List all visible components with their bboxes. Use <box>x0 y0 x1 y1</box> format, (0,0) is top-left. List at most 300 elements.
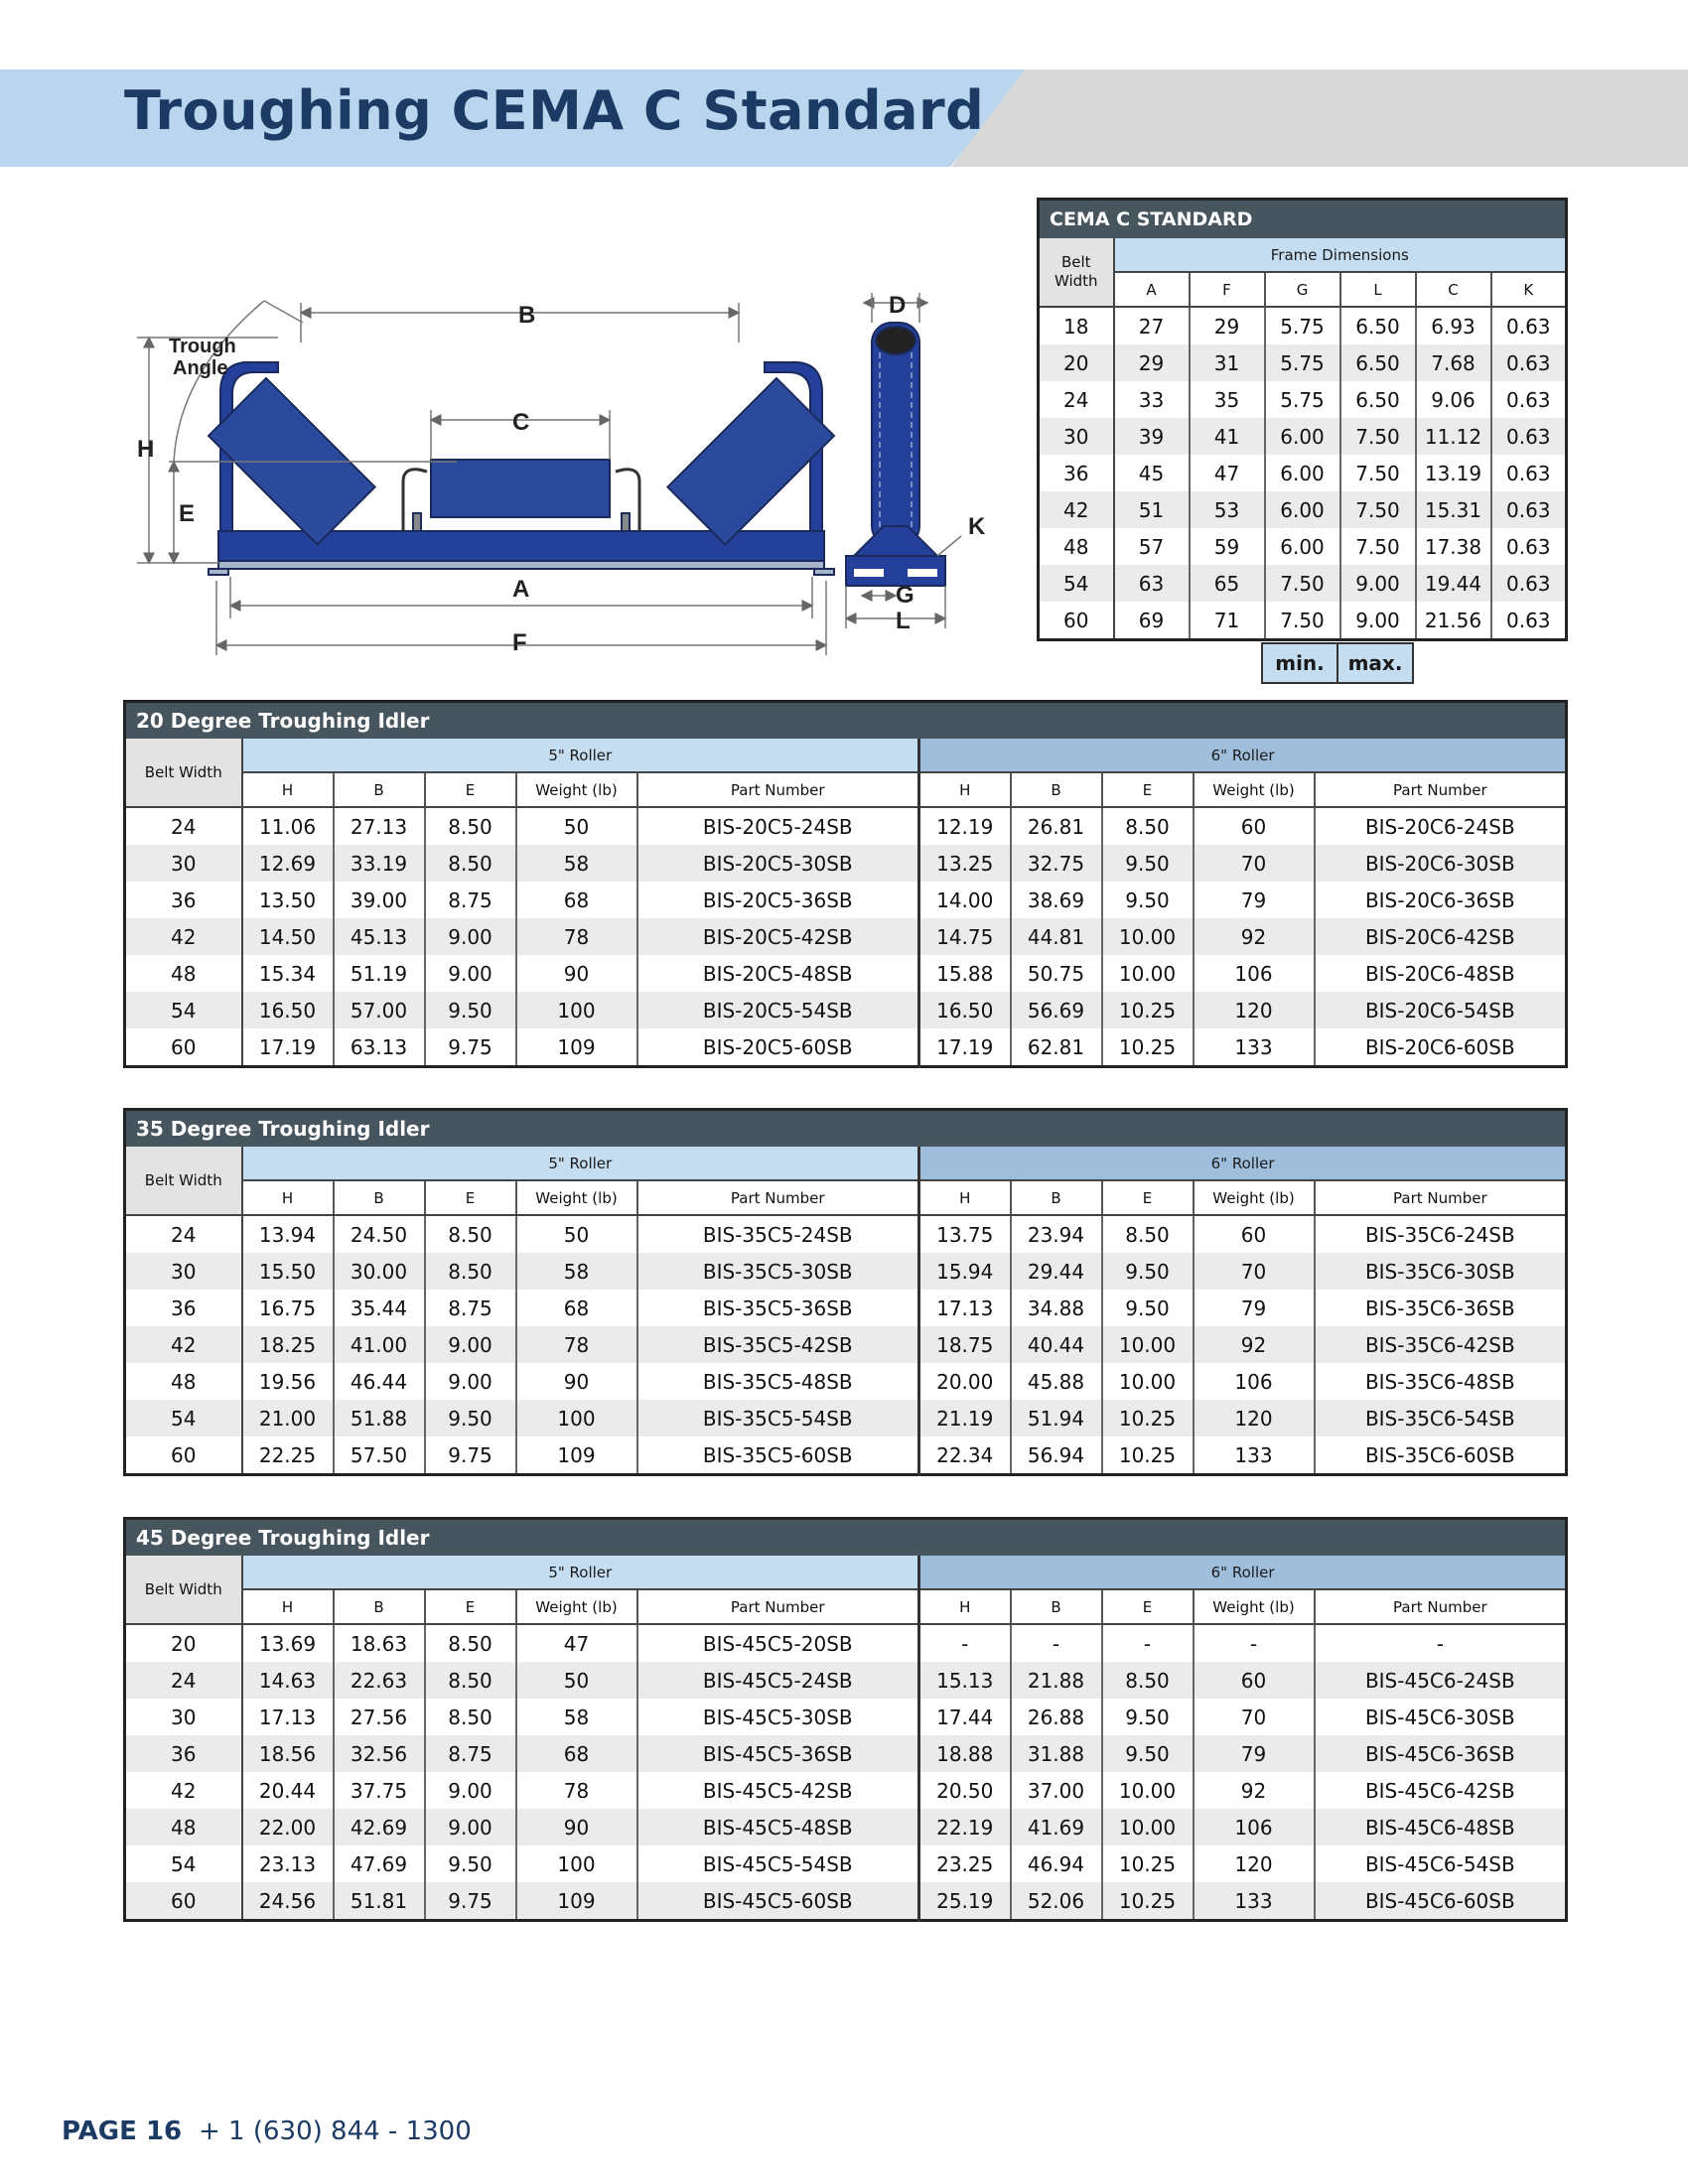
table-cell: 17.13 <box>919 1290 1011 1326</box>
table-cell: BIS-35C5-60SB <box>637 1436 919 1475</box>
table-cell: 24 <box>125 1662 242 1699</box>
table-row <box>1039 307 1567 344</box>
table-cell: 22.34 <box>919 1436 1011 1475</box>
table-cell: BIS-35C5-24SB <box>637 1215 919 1253</box>
table-cell: 54 <box>1039 565 1114 602</box>
table-cell: BIS-35C6-60SB <box>1315 1436 1567 1475</box>
cema-col-k: K <box>1491 272 1567 307</box>
column-header: Weight (lb) <box>1194 1589 1315 1624</box>
table-row <box>125 882 1567 918</box>
table-cell: 50 <box>516 1215 637 1253</box>
table-cell: BIS-35C6-24SB <box>1315 1215 1567 1253</box>
table-cell: BIS-20C6-30SB <box>1315 845 1567 882</box>
table-cell: 57 <box>1114 528 1190 565</box>
table-row <box>125 1772 1567 1809</box>
table-cell: 9.75 <box>425 1028 516 1067</box>
table-cell: 26.88 <box>1011 1699 1102 1735</box>
table-cell: 23.94 <box>1011 1215 1102 1253</box>
column-header: Weight (lb) <box>516 772 637 807</box>
table-cell: BIS-20C6-24SB <box>1315 807 1567 845</box>
table-cell: 21.56 <box>1416 602 1491 640</box>
table-cell: 23.13 <box>242 1845 334 1882</box>
table-cell: 106 <box>1194 955 1315 992</box>
column-header: E <box>1102 772 1194 807</box>
table-cell: 5.75 <box>1265 307 1340 344</box>
table-cell: 70 <box>1194 845 1315 882</box>
table-cell: 10.25 <box>1102 1882 1194 1921</box>
table-cell: 36 <box>125 882 242 918</box>
table-cell: 68 <box>516 882 637 918</box>
table-cell: 109 <box>516 1028 637 1067</box>
table-title: 20 Degree Troughing Idler <box>125 702 1567 740</box>
column-header: H <box>919 1180 1011 1215</box>
table-cell: 24.56 <box>242 1882 334 1921</box>
table-cell: BIS-35C5-48SB <box>637 1363 919 1400</box>
table-cell: BIS-35C5-36SB <box>637 1290 919 1326</box>
table-cell: 51.94 <box>1011 1400 1102 1436</box>
table-cell: 62.81 <box>1011 1028 1102 1067</box>
table-cell: 14.00 <box>919 882 1011 918</box>
table-cell: 56.69 <box>1011 992 1102 1028</box>
table-cell: 65 <box>1190 565 1265 602</box>
column-header: Part Number <box>637 1180 919 1215</box>
table-cell: BIS-20C5-42SB <box>637 918 919 955</box>
table-cell: 9.50 <box>1102 845 1194 882</box>
table-cell: 11.12 <box>1416 418 1491 455</box>
table-cell: 109 <box>516 1882 637 1921</box>
table-cell: 6.50 <box>1340 344 1416 381</box>
table-cell: 42 <box>125 1772 242 1809</box>
table-cell: BIS-45C6-36SB <box>1315 1735 1567 1772</box>
table-row <box>125 1735 1567 1772</box>
table-cell: 53 <box>1190 491 1265 528</box>
table-cell: 9.00 <box>425 955 516 992</box>
table-row <box>1039 491 1567 528</box>
column-header: H <box>242 1180 334 1215</box>
table-cell: 19.56 <box>242 1363 334 1400</box>
table-cell: 9.50 <box>1102 1290 1194 1326</box>
table-cell: 120 <box>1194 1845 1315 1882</box>
cema-col-g: G <box>1265 272 1340 307</box>
table-cell: 20.50 <box>919 1772 1011 1809</box>
table-cell: 37.75 <box>334 1772 425 1809</box>
table-cell: 92 <box>1194 1326 1315 1363</box>
column-header: E <box>425 1589 516 1624</box>
table-row <box>125 1215 1567 1253</box>
table-cell: 7.50 <box>1340 528 1416 565</box>
table-cell: 9.00 <box>425 1809 516 1845</box>
table-cell: BIS-20C5-24SB <box>637 807 919 845</box>
table-cell: 58 <box>516 1699 637 1735</box>
table-cell: 48 <box>1039 528 1114 565</box>
table-cell: BIS-45C6-54SB <box>1315 1845 1567 1882</box>
table-cell: 45.13 <box>334 918 425 955</box>
table-cell: 79 <box>1194 882 1315 918</box>
table-cell: 10.00 <box>1102 1363 1194 1400</box>
table-cell: BIS-45C5-48SB <box>637 1809 919 1845</box>
cema-frame-dimensions-header: Frame Dimensions <box>1114 238 1567 272</box>
roller-5in-header: 5" Roller <box>242 1556 919 1589</box>
table-cell: 39 <box>1114 418 1190 455</box>
table-cell: 17.19 <box>919 1028 1011 1067</box>
table-cell: 133 <box>1194 1436 1315 1475</box>
table-row <box>125 1699 1567 1735</box>
column-header: B <box>334 1589 425 1624</box>
table-cell: 100 <box>516 1400 637 1436</box>
trough-angle-label-2: Angle <box>173 357 228 379</box>
table-cell: - <box>1011 1624 1102 1662</box>
table-cell: 0.63 <box>1491 418 1567 455</box>
table-cell: 6.00 <box>1265 455 1340 491</box>
table-cell: 78 <box>516 918 637 955</box>
table-cell: 22.19 <box>919 1809 1011 1845</box>
column-header: H <box>919 772 1011 807</box>
table-cell: BIS-20C6-48SB <box>1315 955 1567 992</box>
column-header: E <box>425 1180 516 1215</box>
table-cell: 9.00 <box>425 1326 516 1363</box>
table-cell: 42 <box>125 918 242 955</box>
table-cell: 0.63 <box>1491 602 1567 640</box>
table-title: 45 Degree Troughing Idler <box>125 1519 1567 1557</box>
table-cell: 9.00 <box>425 1772 516 1809</box>
table-cell: 5.75 <box>1265 381 1340 418</box>
table-cell: 0.63 <box>1491 528 1567 565</box>
table-cell: 8.75 <box>425 1290 516 1326</box>
table-cell: 20 <box>125 1624 242 1662</box>
table-cell: 7.50 <box>1340 491 1416 528</box>
table-cell: 36 <box>125 1735 242 1772</box>
table-row <box>1039 344 1567 381</box>
table-cell: 70 <box>1194 1253 1315 1290</box>
table-cell: 24.50 <box>334 1215 425 1253</box>
table-cell: 33.19 <box>334 845 425 882</box>
table-cell: 16.50 <box>919 992 1011 1028</box>
table-cell: 41 <box>1190 418 1265 455</box>
roller-6in-header: 6" Roller <box>919 739 1567 772</box>
table-row <box>125 1624 1567 1662</box>
table-cell: 6.93 <box>1416 307 1491 344</box>
cema-col-a: A <box>1114 272 1190 307</box>
table-cell: 21.88 <box>1011 1662 1102 1699</box>
table-row <box>1039 528 1567 565</box>
table-cell: - <box>1315 1624 1567 1662</box>
table-row <box>125 1662 1567 1699</box>
table-cell: 60 <box>125 1436 242 1475</box>
table-cell: 45 <box>1114 455 1190 491</box>
table-cell: BIS-45C5-42SB <box>637 1772 919 1809</box>
table-cell: 8.75 <box>425 882 516 918</box>
footer-page-number: PAGE 16 <box>62 2116 183 2146</box>
table-cell: BIS-35C6-36SB <box>1315 1290 1567 1326</box>
table-cell: 8.75 <box>425 1735 516 1772</box>
table-cell: 9.75 <box>425 1882 516 1921</box>
column-header: B <box>1011 1180 1102 1215</box>
table-cell: 9.00 <box>425 918 516 955</box>
table-cell: 78 <box>516 1772 637 1809</box>
table-cell: 0.63 <box>1491 307 1567 344</box>
table-cell: 30 <box>125 1253 242 1290</box>
table-row <box>125 1400 1567 1436</box>
table-cell: 38.69 <box>1011 882 1102 918</box>
table-cell: 10.25 <box>1102 1400 1194 1436</box>
max-label: max. <box>1336 642 1414 684</box>
table-cell: 13.25 <box>919 845 1011 882</box>
table-cell: BIS-20C5-30SB <box>637 845 919 882</box>
column-header: E <box>425 772 516 807</box>
table-cell: 0.63 <box>1491 344 1567 381</box>
table-cell: 69 <box>1114 602 1190 640</box>
table-cell: 52.06 <box>1011 1882 1102 1921</box>
roller-5in-header: 5" Roller <box>242 1147 919 1180</box>
table-45-degree <box>123 1517 1568 1922</box>
table-cell: 6.00 <box>1265 491 1340 528</box>
table-cell: 33 <box>1114 381 1190 418</box>
table-cell: 36 <box>125 1290 242 1326</box>
cema-col-c: C <box>1416 272 1491 307</box>
table-cell: 9.75 <box>425 1436 516 1475</box>
table-cell: BIS-35C6-42SB <box>1315 1326 1567 1363</box>
column-header: Part Number <box>637 1589 919 1624</box>
min-label: min. <box>1261 642 1338 684</box>
dim-label-a: A <box>512 576 530 603</box>
table-cell: 50.75 <box>1011 955 1102 992</box>
table-cell: 23.25 <box>919 1845 1011 1882</box>
table-cell: 46.44 <box>334 1363 425 1400</box>
table-cell: 17.13 <box>242 1699 334 1735</box>
table-cell: 106 <box>1194 1363 1315 1400</box>
table-cell: BIS-20C5-36SB <box>637 882 919 918</box>
table-cell: BIS-35C5-42SB <box>637 1326 919 1363</box>
table-cell: BIS-45C5-30SB <box>637 1699 919 1735</box>
table-cell: 18.56 <box>242 1735 334 1772</box>
table-row <box>1039 418 1567 455</box>
table-cell: 34.88 <box>1011 1290 1102 1326</box>
column-header: H <box>242 772 334 807</box>
table-cell: 32.56 <box>334 1735 425 1772</box>
table-cell: 60 <box>1039 602 1114 640</box>
table-cell: 20.44 <box>242 1772 334 1809</box>
table-cell: 8.50 <box>1102 807 1194 845</box>
table-cell: BIS-35C6-54SB <box>1315 1400 1567 1436</box>
table-cell: 48 <box>125 1809 242 1845</box>
trough-angle-label-1: Trough <box>169 336 236 357</box>
table-cell: 10.00 <box>1102 1326 1194 1363</box>
table-cell: 7.50 <box>1265 565 1340 602</box>
table-cell: 54 <box>125 1845 242 1882</box>
table-cell: 9.50 <box>425 1845 516 1882</box>
table-cell: 36 <box>1039 455 1114 491</box>
table-cell: 90 <box>516 955 637 992</box>
table-cell: 54 <box>125 1400 242 1436</box>
table-cell: 16.50 <box>242 992 334 1028</box>
table-cell: 15.88 <box>919 955 1011 992</box>
table-cell: 15.31 <box>1416 491 1491 528</box>
table-cell: 10.25 <box>1102 1028 1194 1067</box>
column-header: Part Number <box>1315 772 1567 807</box>
table-cell: 40.44 <box>1011 1326 1102 1363</box>
table-cell: 8.50 <box>425 1253 516 1290</box>
table-cell: 25.19 <box>919 1882 1011 1921</box>
table-cell: 31 <box>1190 344 1265 381</box>
table-cell: 71 <box>1190 602 1265 640</box>
table-cell: 22.63 <box>334 1662 425 1699</box>
table-row <box>125 845 1567 882</box>
table-cell: 35.44 <box>334 1290 425 1326</box>
table-cell: 58 <box>516 845 637 882</box>
page-title: Troughing CEMA C Standard <box>124 79 985 142</box>
table-cell: 11.06 <box>242 807 334 845</box>
table-cell: 22.00 <box>242 1809 334 1845</box>
column-header: E <box>1102 1589 1194 1624</box>
table-cell: 29.44 <box>1011 1253 1102 1290</box>
table-cell: BIS-45C5-20SB <box>637 1624 919 1662</box>
dim-label-l: L <box>896 608 911 634</box>
belt-width-header: Belt Width <box>125 1147 242 1215</box>
table-cell: 106 <box>1194 1809 1315 1845</box>
table-cell: BIS-20C6-60SB <box>1315 1028 1567 1067</box>
table-cell: 92 <box>1194 918 1315 955</box>
table-cell: 17.44 <box>919 1699 1011 1735</box>
table-cell: 42 <box>125 1326 242 1363</box>
title-banner-accent <box>951 69 1688 167</box>
idler-diagram <box>129 283 1003 660</box>
cema-frame-dimensions-table <box>1037 198 1568 641</box>
table-cell: 10.25 <box>1102 1845 1194 1882</box>
table-cell: 17.38 <box>1416 528 1491 565</box>
cema-belt-width-header: Belt Width <box>1039 238 1114 307</box>
table-cell: 21.00 <box>242 1400 334 1436</box>
table-cell: 63 <box>1114 565 1190 602</box>
right-wing-roller <box>667 378 834 545</box>
table-row <box>125 1363 1567 1400</box>
table-cell: 16.75 <box>242 1290 334 1326</box>
table-cell: 26.81 <box>1011 807 1102 845</box>
table-cell: 48 <box>125 1363 242 1400</box>
table-cell: 6.50 <box>1340 307 1416 344</box>
column-header: H <box>242 1589 334 1624</box>
table-cell: 51.88 <box>334 1400 425 1436</box>
table-cell: 50 <box>516 807 637 845</box>
table-cell: 42 <box>1039 491 1114 528</box>
table-cell: 10.00 <box>1102 955 1194 992</box>
table-cell: BIS-45C5-24SB <box>637 1662 919 1699</box>
table-cell: 18.63 <box>334 1624 425 1662</box>
table-cell: BIS-45C6-24SB <box>1315 1662 1567 1699</box>
table-cell: 58 <box>516 1253 637 1290</box>
table-cell: 18.88 <box>919 1735 1011 1772</box>
table-cell: 29 <box>1114 344 1190 381</box>
table-cell: 70 <box>1194 1699 1315 1735</box>
table-cell: 120 <box>1194 1400 1315 1436</box>
table-cell: 54 <box>125 992 242 1028</box>
table-cell: 30 <box>1039 418 1114 455</box>
table-cell: - <box>1194 1624 1315 1662</box>
table-cell: 27.56 <box>334 1699 425 1735</box>
table-title: 35 Degree Troughing Idler <box>125 1110 1567 1148</box>
column-header: B <box>1011 1589 1102 1624</box>
table-cell: 27.13 <box>334 807 425 845</box>
table-cell: 8.50 <box>425 1662 516 1699</box>
table-cell: 51.19 <box>334 955 425 992</box>
column-header: B <box>334 772 425 807</box>
table-cell: 13.19 <box>1416 455 1491 491</box>
table-cell: BIS-35C5-30SB <box>637 1253 919 1290</box>
table-cell: 41.69 <box>1011 1809 1102 1845</box>
table-cell: BIS-35C6-30SB <box>1315 1253 1567 1290</box>
table-cell: 90 <box>516 1363 637 1400</box>
cema-col-f: F <box>1190 272 1265 307</box>
dim-label-d: D <box>889 292 907 319</box>
cema-column-headers <box>1039 272 1567 307</box>
table-cell: 0.63 <box>1491 381 1567 418</box>
table-cell: 15.34 <box>242 955 334 992</box>
table-row <box>125 807 1567 845</box>
table-cell: BIS-45C6-42SB <box>1315 1772 1567 1809</box>
table-cell: 50 <box>516 1662 637 1699</box>
table-cell: 30 <box>125 1699 242 1735</box>
column-header: Weight (lb) <box>516 1180 637 1215</box>
table-cell: 12.19 <box>919 807 1011 845</box>
table-cell: 42.69 <box>334 1809 425 1845</box>
table-cell: BIS-35C6-48SB <box>1315 1363 1567 1400</box>
table-cell: 21.19 <box>919 1400 1011 1436</box>
front-view <box>209 362 834 575</box>
table-cell: 13.69 <box>242 1624 334 1662</box>
table-cell: 56.94 <box>1011 1436 1102 1475</box>
table-row <box>125 1326 1567 1363</box>
dim-label-e: E <box>179 500 196 527</box>
table-cell: BIS-45C5-36SB <box>637 1735 919 1772</box>
table-cell: 22.25 <box>242 1436 334 1475</box>
column-header: Weight (lb) <box>516 1589 637 1624</box>
table-cell: BIS-20C6-54SB <box>1315 992 1567 1028</box>
dim-label-k: K <box>968 513 986 540</box>
table-row <box>125 955 1567 992</box>
dim-label-b: B <box>518 302 536 329</box>
table-cell: 44.81 <box>1011 918 1102 955</box>
column-header: B <box>334 1180 425 1215</box>
table-cell: - <box>1102 1624 1194 1662</box>
table-cell: 8.50 <box>425 807 516 845</box>
table-cell: 24 <box>125 807 242 845</box>
table-cell: BIS-45C6-30SB <box>1315 1699 1567 1735</box>
table-cell: 30 <box>125 845 242 882</box>
table-cell: 7.50 <box>1340 418 1416 455</box>
table-row <box>1039 602 1567 640</box>
column-header: Part Number <box>1315 1180 1567 1215</box>
table-row <box>125 1845 1567 1882</box>
table-cell: 10.25 <box>1102 992 1194 1028</box>
table-cell: 46.94 <box>1011 1845 1102 1882</box>
table-cell: 92 <box>1194 1772 1315 1809</box>
table-cell: 7.68 <box>1416 344 1491 381</box>
table-cell: 27 <box>1114 307 1190 344</box>
table-cell: 32.75 <box>1011 845 1102 882</box>
table-cell: 45.88 <box>1011 1363 1102 1400</box>
table-cell: 15.13 <box>919 1662 1011 1699</box>
table-cell: 47 <box>1190 455 1265 491</box>
table-row <box>125 918 1567 955</box>
table-cell: 20.00 <box>919 1363 1011 1400</box>
table-cell: BIS-20C5-60SB <box>637 1028 919 1067</box>
table-cell: 12.69 <box>242 845 334 882</box>
table-row <box>125 992 1567 1028</box>
table-cell: 8.50 <box>1102 1215 1194 1253</box>
cema-col-l: L <box>1340 272 1416 307</box>
table-cell: 60 <box>1194 1662 1315 1699</box>
table-cell: 9.06 <box>1416 381 1491 418</box>
table-cell: 9.50 <box>1102 882 1194 918</box>
